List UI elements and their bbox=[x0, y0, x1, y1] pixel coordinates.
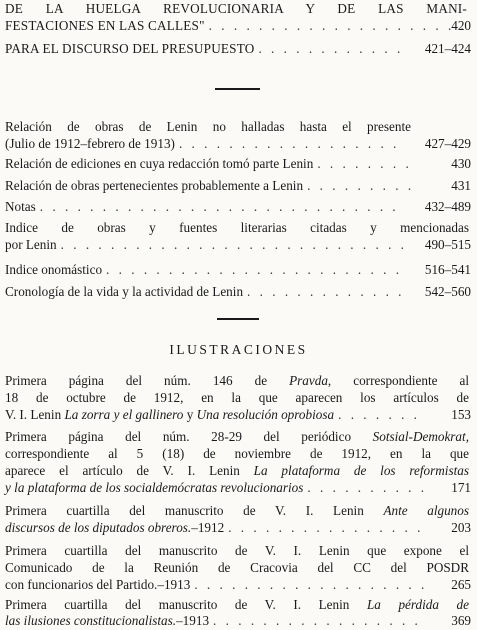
leader-dots bbox=[205, 17, 467, 34]
leader-dots bbox=[303, 479, 425, 496]
entry-line: Comunicado de la Reunión de Cracovia del CC del POSDR bbox=[5, 560, 469, 575]
leader-dots bbox=[224, 519, 425, 536]
leader-dots bbox=[254, 40, 405, 57]
page-number: 171 bbox=[451, 480, 471, 495]
leader-dots bbox=[175, 135, 405, 152]
entry-line: Relación de ediciones en cuya redacción tomó parte Lenin bbox=[5, 156, 314, 171]
entry-line: Indice onomástico bbox=[5, 262, 103, 277]
page-number: 153 bbox=[451, 407, 471, 422]
page-number: 431 bbox=[451, 178, 471, 193]
page-number: 369 bbox=[451, 613, 471, 628]
leader-dots bbox=[190, 576, 425, 593]
entry-line: Indice de obras y fuentes literarias citadas y mencionadas bbox=[5, 220, 469, 235]
illustrations-heading: ILUSTRACIONES bbox=[169, 342, 308, 357]
entry-line: con funcionarios del Partido.–1913 bbox=[5, 577, 191, 592]
section-divider bbox=[215, 88, 260, 90]
page-number: 542–560 bbox=[424, 284, 471, 299]
entry-line: 18 de octubre de 1912, en la que aparecen los artículos de bbox=[5, 390, 469, 405]
entry-line: PARA EL DISCURSO DEL PRESUPUESTO bbox=[5, 41, 255, 56]
page-number: 432–489 bbox=[424, 199, 471, 214]
entry-line: por Lenin bbox=[5, 237, 57, 252]
leader-dots bbox=[303, 177, 415, 194]
publication-title: Pravda bbox=[289, 373, 328, 388]
leader-dots bbox=[313, 155, 415, 172]
entry-line: y la plataforma de los socialdemócratas revolucionarios bbox=[5, 480, 304, 495]
entry-line: Notas bbox=[5, 199, 36, 214]
publication-title: Sotsial-Demokrat, bbox=[372, 429, 469, 444]
leader-dots bbox=[334, 406, 425, 423]
leader-dots bbox=[36, 198, 405, 215]
entry-line: correspondiente al 5 (18) de noviembre de 1912, en la que bbox=[5, 446, 469, 461]
entry-line: V. I. Lenin La zorra y el gallinero y Una resolución oprobiosa bbox=[5, 407, 335, 422]
leader-dots bbox=[243, 283, 405, 300]
page-number: 265 bbox=[451, 577, 471, 592]
page-number: 203 bbox=[451, 520, 471, 535]
page-number: 427–429 bbox=[424, 136, 471, 151]
leader-dots bbox=[57, 236, 405, 253]
leader-dots bbox=[102, 261, 405, 278]
section-divider bbox=[217, 318, 259, 320]
page-number: 430 bbox=[451, 156, 471, 171]
entry-line: las ilusiones constitucionalistas.–1913 bbox=[5, 613, 210, 628]
leader-dots bbox=[209, 612, 425, 629]
entry-line: discursos de los diputados obreros.–1912 bbox=[5, 520, 225, 535]
page-number: 421–424 bbox=[424, 41, 471, 56]
entry-line: Relación de obras de Lenin no halladas hasta el presente bbox=[5, 119, 411, 134]
entry-line: Primera cuartilla del manuscrito de V. I. Lenin que expone el bbox=[5, 543, 469, 558]
page-number: 420 bbox=[451, 18, 471, 33]
entry-line: Cronología de la vida y la actividad de Lenin bbox=[5, 284, 244, 299]
entry-line: FESTACIONES EN LAS CALLES" bbox=[5, 18, 205, 33]
entry-line: Relación de obras pertenecientes probablemente a Lenin bbox=[5, 178, 304, 193]
entry-line: (Julio de 1912–febrero de 1913) bbox=[5, 136, 175, 151]
entry-line: DE LA HUELGA REVOLUCIONARIA Y DE LAS MANI- bbox=[5, 1, 467, 16]
page-number: 516–541 bbox=[424, 262, 471, 277]
page-number: 490–515 bbox=[424, 237, 471, 252]
